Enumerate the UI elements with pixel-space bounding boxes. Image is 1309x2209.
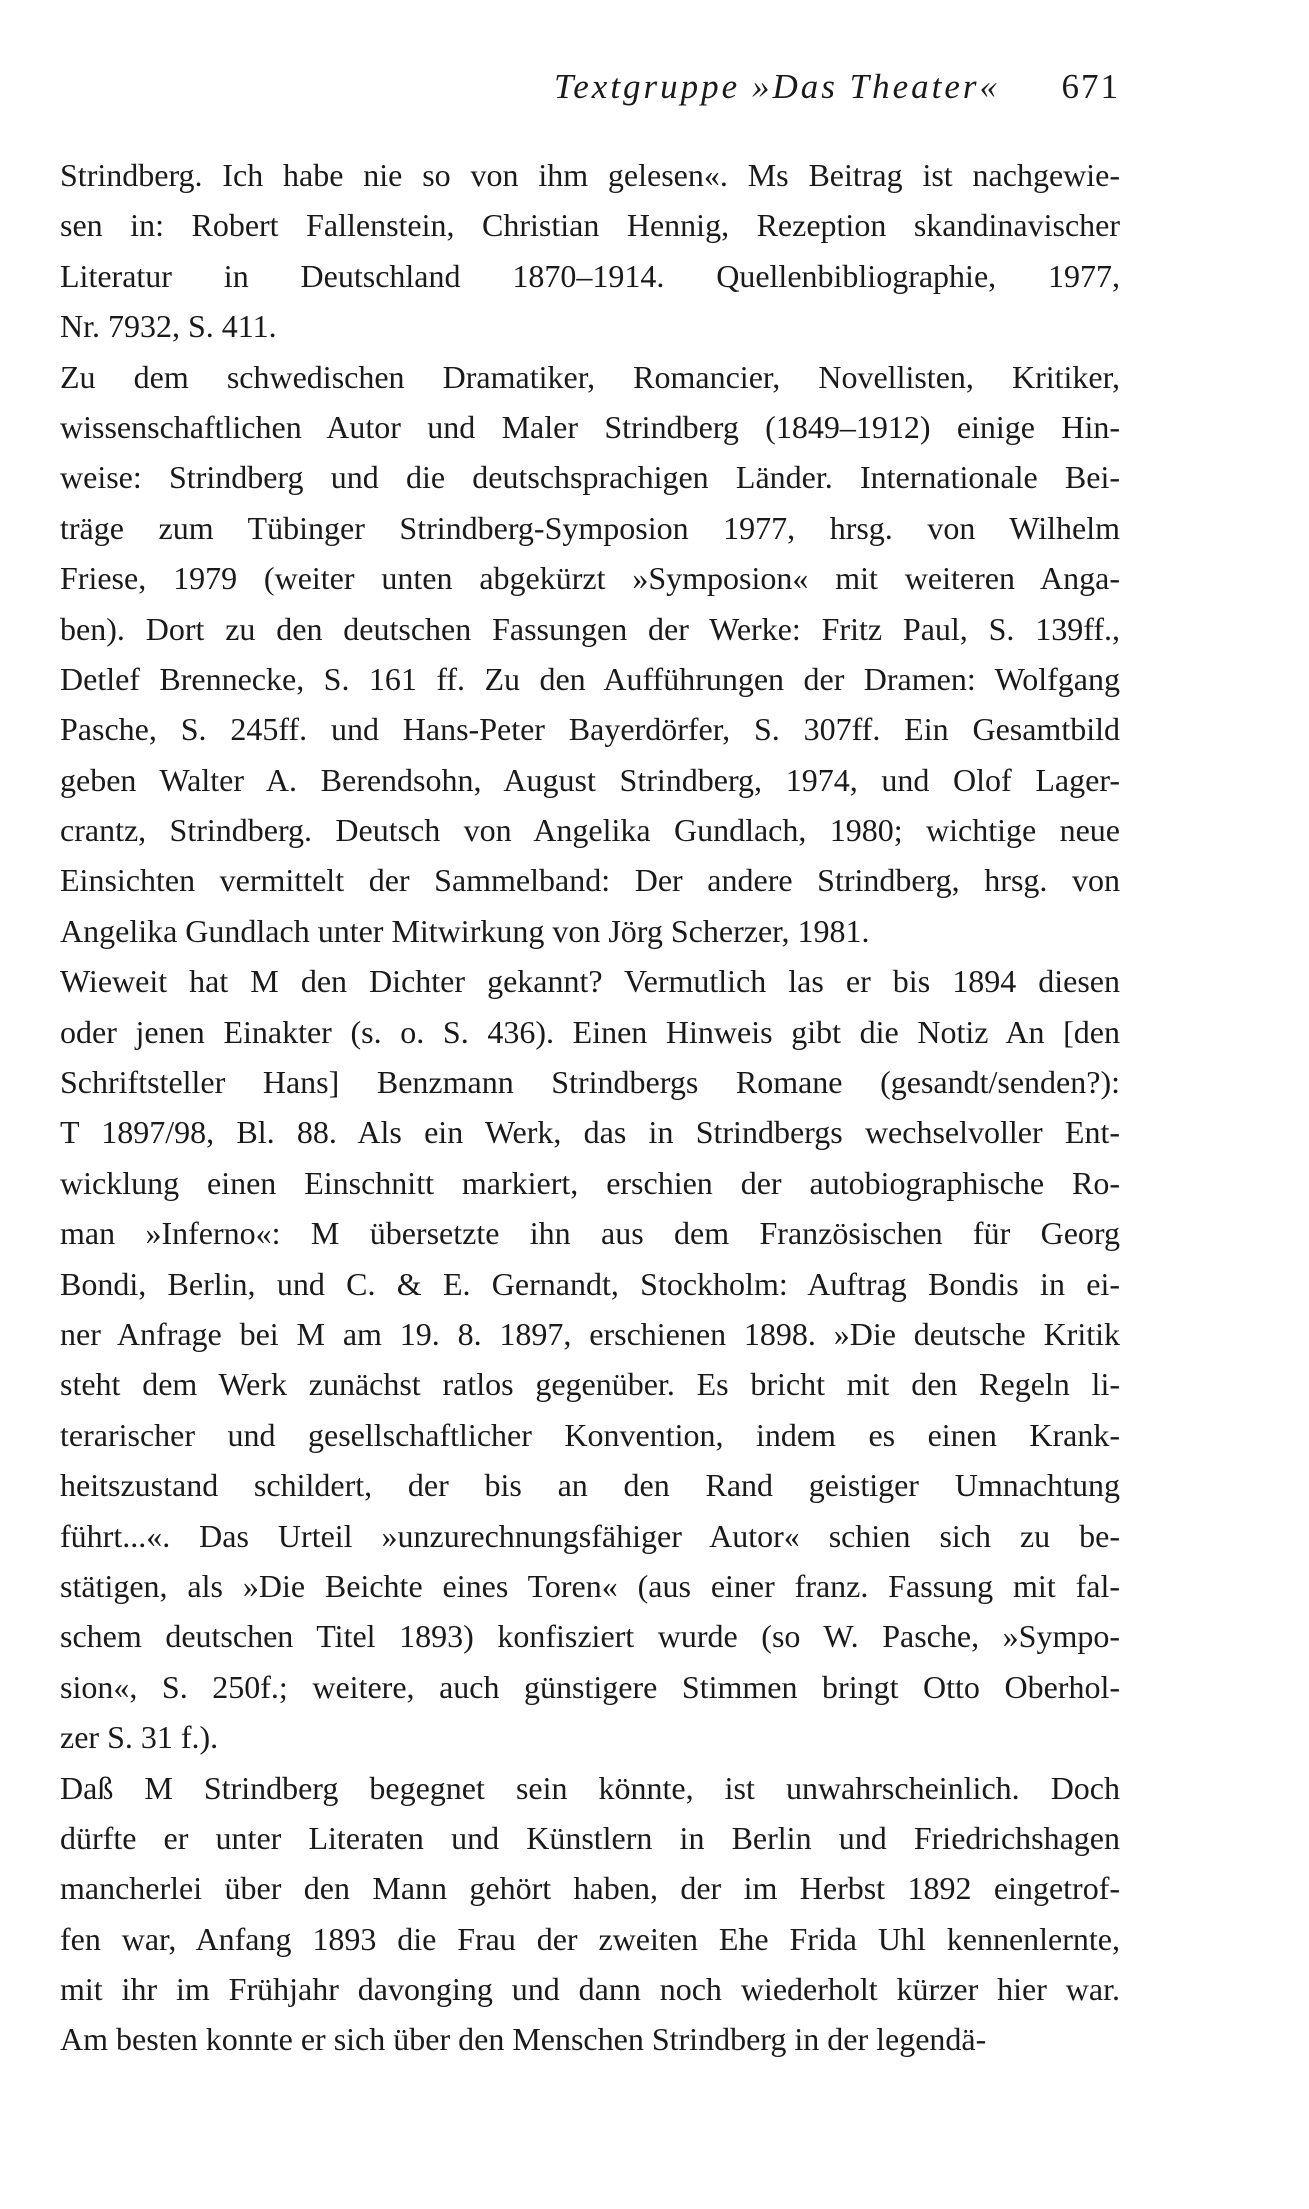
text-line: terarischer und gesellschaftlicher Konvention, indem es einen Krank- — [60, 1416, 1120, 1453]
text-line: wicklung einen Einschnitt markiert, erschien der autobiographische Ro- — [60, 1164, 1120, 1201]
text-line: Literatur in Deutschland 1870–1914. Quellenbibliographie, 1977, — [60, 257, 1120, 294]
text-line: schem deutschen Titel 1893) konfisziert wurde (so W. Pasche, »Sympo- — [60, 1618, 1120, 1655]
text-line: Zu dem schwedischen Dramatiker, Romancier, Novellisten, Kritiker, — [60, 358, 1120, 395]
text-line: crantz, Strindberg. Deutsch von Angelika Gundlach, 1980; wichtige neue — [60, 812, 1120, 849]
text-line: Einsichten vermittelt der Sammelband: Der andere Strindberg, hrsg. von — [60, 862, 1120, 899]
text-line: Pasche, S. 245ff. und Hans-Peter Bayerdörfer, S. 307ff. Ein Gesamtbild — [60, 711, 1120, 748]
text-line: T 1897/98, Bl. 88. Als ein Werk, das in Strindbergs wechselvoller Ent- — [60, 1114, 1120, 1151]
text-line: weise: Strindberg und die deutschsprachigen Länder. Internationale Bei- — [60, 459, 1120, 496]
page-number: 671 — [1061, 67, 1120, 106]
text-line: wissenschaftlichen Autor und Maler Strindberg (1849–1912) einige Hin- — [60, 408, 1120, 445]
body-text — [60, 150, 1120, 2065]
text-line: ben). Dort zu den deutschen Fassungen der Werke: Fritz Paul, S. 139ff., — [60, 610, 1120, 647]
text-line: träge zum Tübinger Strindberg-Symposion 1977, hrsg. von Wilhelm — [60, 509, 1120, 546]
text-line: stätigen, als »Die Beichte eines Toren« (aus einer franz. Fassung mit fal- — [60, 1567, 1120, 1604]
text-line: dürfte er unter Literaten und Künstlern in Berlin und Friedrichshagen — [60, 1819, 1120, 1856]
text-line: Bondi, Berlin, und C. & E. Gernandt, Stockholm: Auftrag Bondis in ei- — [60, 1265, 1120, 1302]
text-line: Daß M Strindberg begegnet sein könnte, ist unwahrscheinlich. Doch — [60, 1769, 1120, 1806]
text-line: Strindberg. Ich habe nie so von ihm gelesen«. Ms Beitrag ist nachgewie- — [60, 157, 1120, 193]
text-line: Schriftsteller Hans] Benzmann Strindbergs Romane (gesandt/senden?): — [60, 1064, 1120, 1101]
page-header — [60, 62, 1120, 112]
text-line: sen in: Robert Fallenstein, Christian Hennig, Rezeption skandinavischer — [60, 207, 1120, 244]
text-line: mancherlei über den Mann gehört haben, der im Herbst 1892 eingetrof- — [60, 1870, 1120, 1907]
running-head: Textgruppe »Das Theater« — [554, 67, 1000, 106]
text-line: heitszustand schildert, der bis an den Rand geistiger Umnachtung — [60, 1467, 1120, 1504]
text-line: zer S. 31 f.). — [60, 1719, 219, 1756]
text-line: Friese, 1979 (weiter unten abgekürzt »Symposion« mit weiteren Anga- — [60, 560, 1120, 597]
text-line: ner Anfrage bei M am 19. 8. 1897, erschienen 1898. »Die deutsche Kritik — [60, 1315, 1120, 1352]
text-line: Nr. 7932, S. 411. — [60, 308, 277, 345]
text-line: fen war, Anfang 1893 die Frau der zweiten Ehe Frida Uhl kennenlernte, — [60, 1920, 1120, 1957]
text-line: oder jenen Einakter (s. o. S. 436). Einen Hinweis gibt die Notiz An [den — [60, 1013, 1120, 1050]
text-line: führt...«. Das Urteil »unzurechnungsfähiger Autor« schien sich zu be- — [60, 1517, 1120, 1554]
text-line: geben Walter A. Berendsohn, August Strindberg, 1974, und Olof Lager- — [60, 761, 1120, 798]
text-line: Angelika Gundlach unter Mitwirkung von Jörg Scherzer, 1981. — [60, 912, 870, 949]
text-line: Detlef Brennecke, S. 161 ff. Zu den Aufführungen der Dramen: Wolfgang — [60, 660, 1120, 697]
text-line: Wieweit hat M den Dichter gekannt? Vermutlich las er bis 1894 diesen — [60, 963, 1120, 1000]
text-line: steht dem Werk zunächst ratlos gegenüber. Es bricht mit den Regeln li- — [60, 1366, 1120, 1403]
text-line: sion«, S. 250f.; weitere, auch günstigere Stimmen bringt Otto Oberhol- — [60, 1668, 1120, 1705]
text-line: mit ihr im Frühjahr davonging und dann noch wiederholt kürzer hier war. — [60, 1971, 1120, 2008]
text-line: man »Inferno«: M übersetzte ihn aus dem Französischen für Georg — [60, 1215, 1120, 1252]
text-line: Am besten konnte er sich über den Menschen Strindberg in der legendä- — [60, 2021, 987, 2058]
